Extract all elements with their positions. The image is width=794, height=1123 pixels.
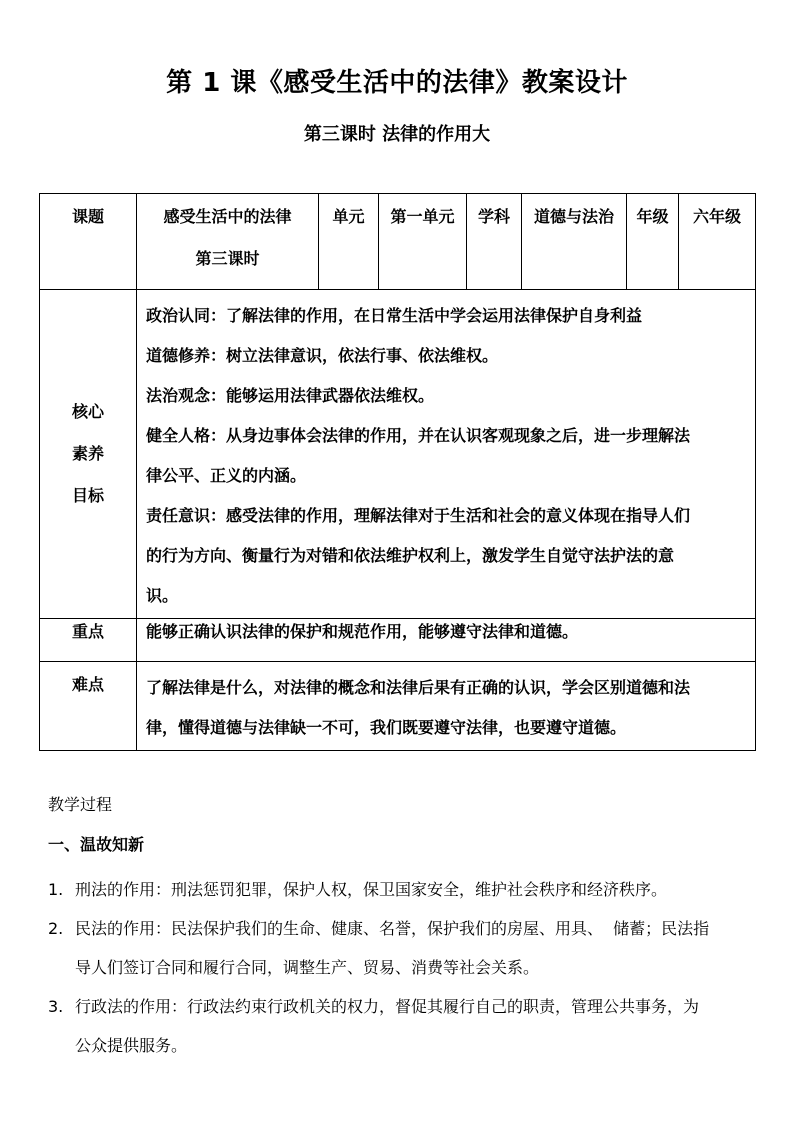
key-point-content: 能够正确认识法律的保护和规范作用，能够遵守法律和道德。: [137, 619, 756, 662]
list-item-number: 2.: [48, 919, 64, 938]
list-item-line: 公众提供服务。: [75, 1036, 188, 1055]
grade-value: 六年级: [679, 194, 756, 290]
document-subtitle: 第三课时 法律的作用大: [303, 124, 491, 145]
difficulty-label: 难点: [40, 662, 137, 751]
table-row-header: [40, 194, 756, 290]
list-item: [48, 870, 748, 909]
subject-label: 学科: [467, 194, 522, 290]
grade-label: 年级: [627, 194, 679, 290]
difficulty-line: 律，懂得道德与法律缺一不可，我们既要遵守法律，也要遵守道德。: [146, 718, 627, 737]
section-heading: 一、温故知新: [48, 835, 145, 854]
list-item-line: 民法的作用：民法保护我们的生命、健康、名誉，保护我们的房屋、用具、 储蓄；民法指: [75, 919, 710, 938]
core-label-line: 目标: [71, 486, 104, 505]
list-item: [48, 909, 748, 987]
table-row-difficulty: [40, 662, 756, 751]
subject-value: 道德与法治: [522, 194, 627, 290]
core-goals-content: [137, 290, 756, 619]
unit-label: 单元: [319, 194, 379, 290]
document-title: 第 1 课《感受生活中的法律》教案设计: [166, 68, 628, 98]
goal-line: 道德修养：树立法律意识，依法行事、依法维权。: [146, 346, 499, 365]
list-item-line: 行政法的作用：行政法约束行政机关的权力，督促其履行自己的职责，管理公共事务，为: [75, 997, 700, 1016]
list-item-number: 1.: [48, 880, 64, 899]
table-row-key-point: [40, 619, 756, 662]
list-item-line: 刑法的作用：刑法惩罚犯罪，保护人权，保卫国家安全，维护社会秩序和经济秩序。: [75, 880, 668, 899]
core-label-line: 素养: [71, 444, 104, 463]
difficulty-content: [137, 662, 756, 751]
core-goals-label: [40, 290, 137, 619]
topic-value: [137, 194, 319, 290]
list-item-line: 导人们签订合同和履行合同，调整生产、贸易、消费等社会关系。: [75, 958, 540, 977]
goal-line: 法治观念：能够运用法律武器依法维权。: [146, 386, 435, 405]
list-item-number: 3.: [48, 997, 64, 1016]
table-row-core-goals: [40, 290, 756, 619]
goal-line: 识。: [146, 586, 179, 605]
teaching-process-heading: 教学过程: [48, 795, 113, 814]
topic-value-line1: 感受生活中的法律: [163, 207, 292, 226]
difficulty-line: 了解法律是什么，对法律的概念和法律后果有正确的认识，学会区别道德和法: [146, 678, 691, 697]
goal-line: 政治认同：了解法律的作用，在日常生活中学会运用法律保护自身利益: [146, 306, 643, 325]
goal-line: 健全人格：从身边事体会法律的作用，并在认识客观现象之后，进一步理解法: [146, 426, 691, 445]
review-list: [48, 870, 748, 1065]
goal-line: 责任意识：感受法律的作用，理解法律对于生活和社会的意义体现在指导人们: [146, 506, 691, 525]
topic-label: 课题: [40, 194, 137, 290]
topic-value-line2: 第三课时: [195, 249, 260, 268]
key-point-label: 重点: [40, 619, 137, 662]
core-label-line: 核心: [71, 402, 104, 421]
list-item: [48, 987, 748, 1065]
unit-value: 第一单元: [379, 194, 467, 290]
lesson-info-table: [39, 193, 756, 751]
goal-line: 的行为方向、衡量行为对错和依法维护权利上，激发学生自觉守法护法的意: [146, 546, 675, 565]
goal-line: 律公平、正义的内涵。: [146, 466, 307, 485]
